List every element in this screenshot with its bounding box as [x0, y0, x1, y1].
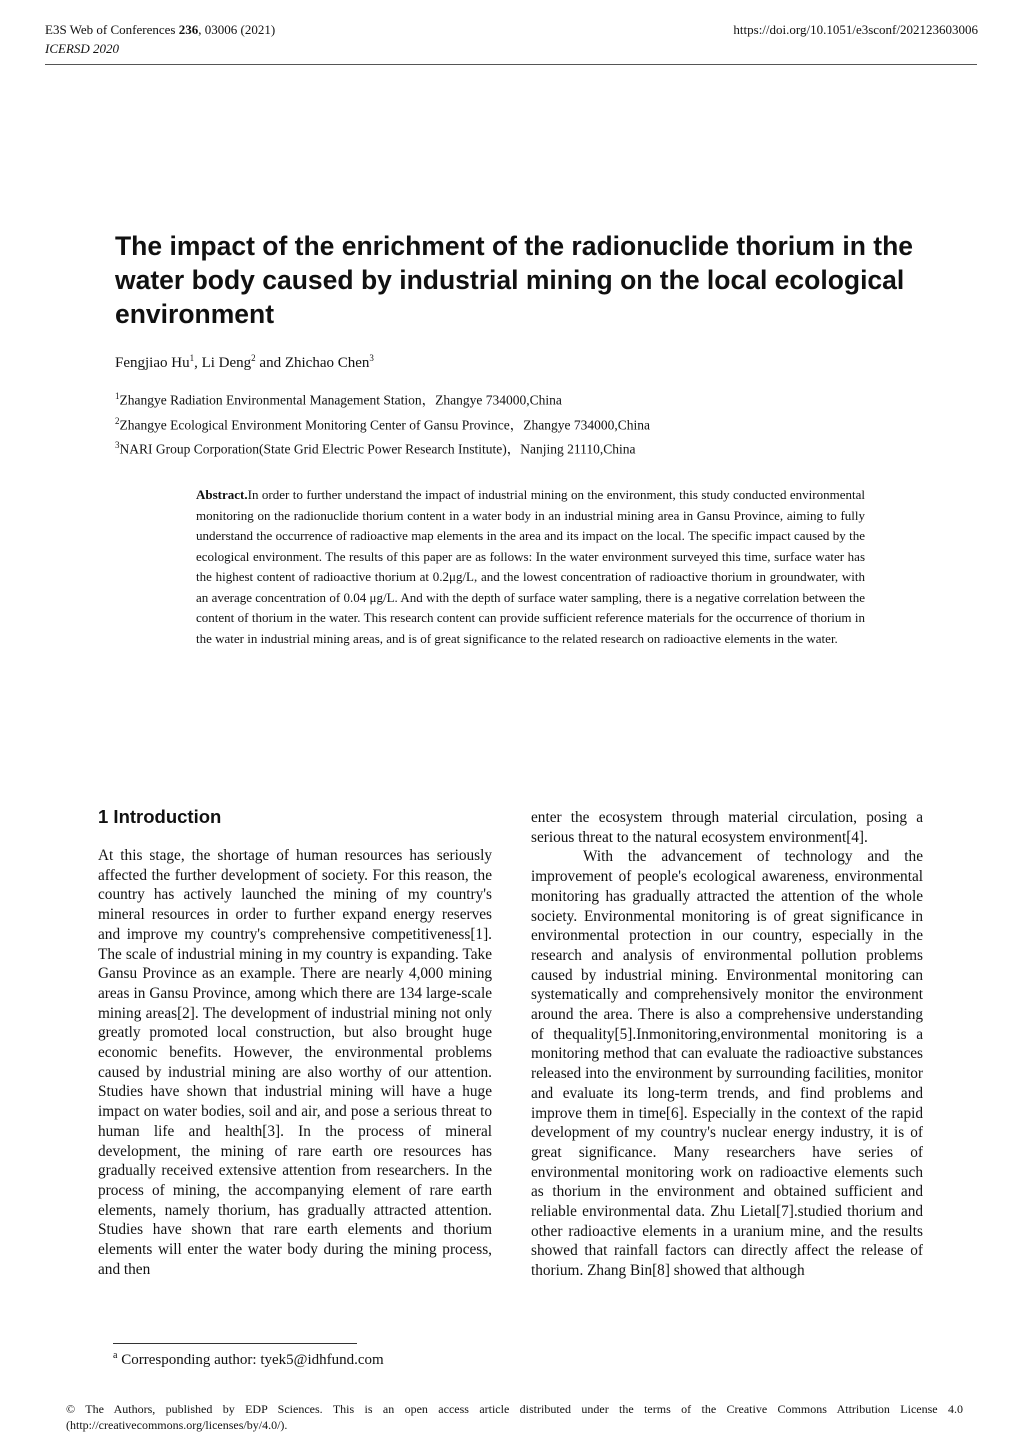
author-mark: 3 — [369, 353, 374, 363]
author-mark: 1 — [189, 353, 195, 363]
author-list — [115, 353, 374, 372]
affiliation-text: NARI Group Corporation(State Grid Electric Power Research Institute)，Nanjing 21110,China — [119, 441, 636, 457]
affiliation — [115, 435, 650, 460]
journal-name: E3S Web of Conferences — [45, 22, 179, 37]
author-name: Zhichao Chen — [284, 355, 370, 371]
abstract — [196, 485, 865, 649]
body-left-column — [98, 846, 492, 1279]
affiliation-text: Zhangye Ecological Environment Monitoring Center of Gansu Province，Zhangye 734000,China — [119, 417, 651, 432]
journal-volume: 236 — [178, 22, 199, 37]
journal-article-number: , 03006 (2021) — [198, 22, 276, 37]
paper-title: The impact of the enrichment of the radionuclide thorium in the water body caused by industrial mining on the local ecological environment — [115, 231, 913, 329]
footnote-divider — [113, 1343, 357, 1344]
author-mark: 2 — [251, 353, 256, 363]
affiliation-mark: 2 — [115, 415, 120, 426]
affiliation-mark: 1 — [115, 391, 120, 401]
affiliation-list — [115, 386, 650, 460]
footnote-mark: a — [113, 1350, 118, 1361]
affiliation-text: Zhangye Radiation Environmental Management Station，Zhangye 734000,China — [119, 392, 562, 408]
body-right-column — [531, 808, 923, 1281]
body-paragraph: At this stage, the shortage of human resources has seriously affected the further development of society. For this reason, the country has actively launched the mining of my country's mineral resources in order to further expand energy reserves and improve my country's comprehensive competitiveness[1]. The scale of industrial mining in my country is expanding. Take Gansu Province as an example. There are nearly 4,000 mining areas in Gansu Province, among which there are 134 large-scale mining areas[2]. The development of industrial mining not only greatly promoted local construction, but also brought huge economic benefits. However, the environmental problems caused by industrial mining are also worthy of our attention. Studies have shown that industrial mining will have a huge impact on water bodies, soil and air, and pose a serious threat to human life and health[3]. In the process of mineral development, the mining of rare earth ore resources has gradually received extensive attention from researchers. In the process of mining, the accompanying element of rare earth elements, namely thorium, has gradually attracted attention. Studies have shown that rare earth elements and thorium elements will enter the water body during the mining process, and then — [98, 847, 492, 1278]
abstract-text: In order to further understand the impact of industrial mining on the environment, this study conducted environmental monitoring on the radionuclide thorium content in a water body in an industrial mining area in Gansu Province, aiming to fully understand the occurrence of radioactive map elements in the area and its impact on the local. The specific impact caused by the ecological environment. The results of this paper are as follows: In the water environment surveyed this time, surface water has the highest content of radioactive thorium at 0.2μg/L, and the lowest concentration of radioactive thorium in groundwater, with an average concentration of 0.04 μg/L. And with the depth of surface water sampling, there is a negative correlation between the content of thorium in the water. This research content can provide sufficient reference materials for the occurrence of thorium in the water in industrial mining areas, and is of great significance to the related research on radioactive elements in the water. — [196, 487, 865, 646]
affiliation-mark: 3 — [115, 440, 120, 450]
corresponding-author-footnote — [113, 1350, 384, 1369]
header-divider — [45, 64, 977, 65]
body-paragraph: enter the ecosystem through material circulation, posing a serious threat to the natural ecosystem environment[4]. — [531, 809, 923, 846]
doi-link[interactable]: https://doi.org/10.1051/e3sconf/202123603006 — [733, 22, 978, 37]
license-notice: © The Authors, published by EDP Sciences. This is an open access article distributed under the terms of the Creative Commons Attribution License 4.0 (http://creativecommons.org/licenses/by/4.0/). — [66, 1402, 963, 1432]
author-separator: , — [194, 355, 202, 371]
journal-citation — [45, 22, 275, 38]
footnote-text: Corresponding author: tyek5@idhfund.com — [117, 1352, 384, 1368]
author-name: Li Deng — [201, 355, 252, 371]
author-separator: and — [255, 355, 285, 371]
affiliation — [115, 386, 650, 411]
body-paragraph: With the advancement of technology and the improvement of people's ecological awareness, environmental monitoring has gradually attracted the attention of the whole society. Environmental monitoring is of great significance in environmental protection in our country, especially in the research and analysis of environmental pollution problems caused by industrial mining. Environmental monitoring can systematically and comprehensively monitor the environment around the area. There is also a comprehensive understanding of thequality[5].Inmonitoring,environmental monitoring is a monitoring method that can evaluate the radioactive substances released into the environment by surrounding facilities, monitor and evaluate its long-term trends, and find problems and improve them in time[6]. Especially in the context of the rapid development of my country's nuclear energy industry, it is of great significance. Many researchers have series of environmental monitoring work on radioactive elements such as thorium in the environment and obtained sufficient and reliable environmental data. Zhu Lietal[7].studied thorium and other radioactive elements in a uranium mine, and the results showed that rainfall factors can directly affect the release of thorium. Zhang Bin[8] showed that although — [531, 848, 923, 1280]
conference-name: ICERSD 2020 — [45, 41, 120, 56]
abstract-label: Abstract. — [196, 487, 248, 502]
affiliation — [115, 411, 650, 436]
author-name: Fengjiao Hu — [115, 355, 190, 371]
section-heading: 1 Introduction — [98, 806, 222, 827]
